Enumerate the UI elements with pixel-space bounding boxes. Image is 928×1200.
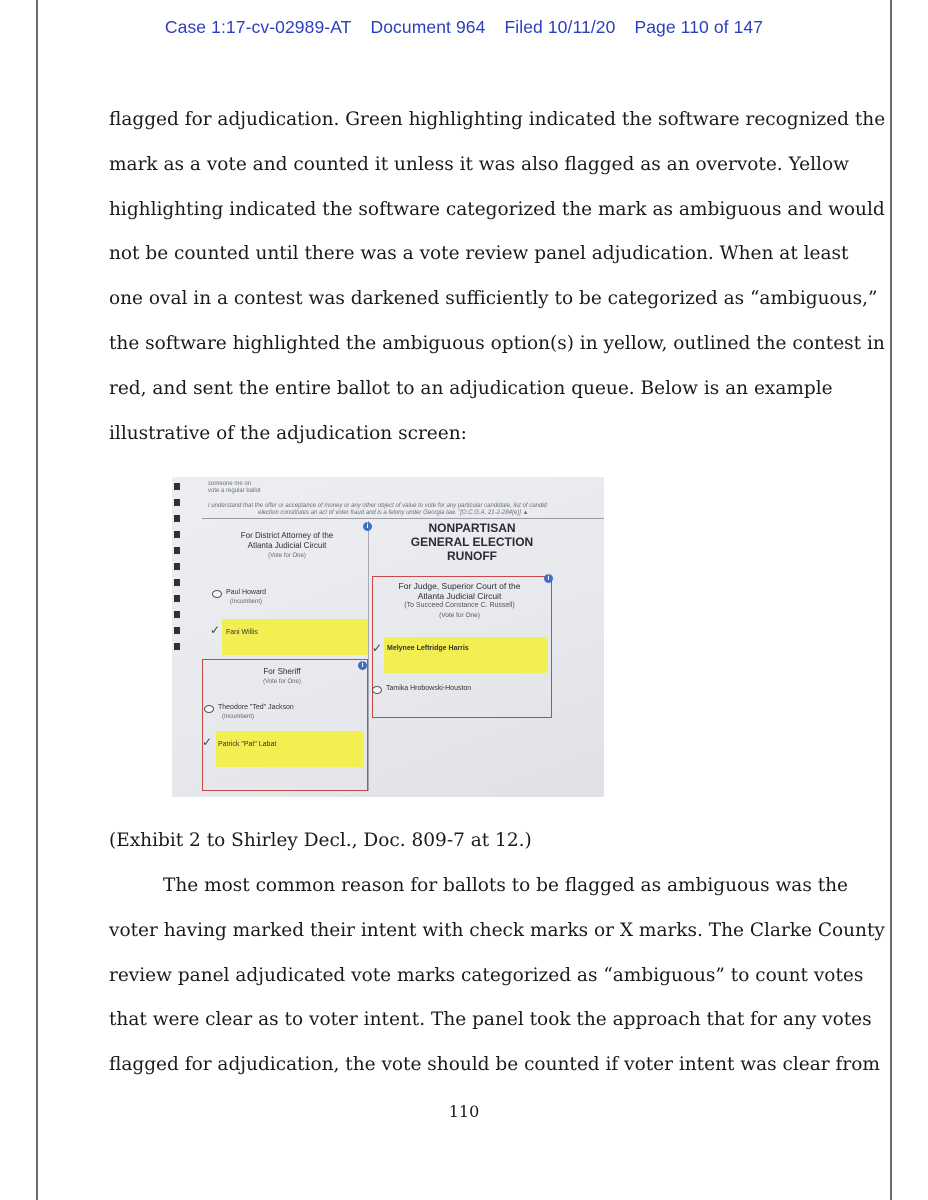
text-line: voter having marked their intent with check marks or X marks. The Clarke County [109,919,885,941]
adjudication-screen-figure [172,477,604,797]
page-number: 110 [448,1102,480,1121]
document-number: Document 964 [370,17,486,37]
ambiguous-highlight [222,619,368,655]
text-line: mark as a vote and counted it unless it was also flagged as an overvote. Yellow [109,153,849,175]
text-line: the software highlighted the ambiguous option(s) in yellow, outlined the contest in [109,332,885,354]
oval-theodore-jackson[interactable] [204,705,214,713]
ballot-top-text: someone me on vote a regular ballot [208,481,261,494]
figure-caption: (Exhibit 2 to Shirley Decl., Doc. 809-7 at 12.) [109,830,532,851]
paragraph-common-reason [109,864,885,1088]
oval-tamika-hrobowski-houston[interactable] [372,686,382,694]
page-left-border [36,0,38,1200]
case-number: Case 1:17-cv-02989-AT [164,17,352,37]
page-indicator: Page 110 of 147 [634,17,764,37]
oval-paul-howard[interactable] [212,590,222,598]
check-mark-icon: ✓ [202,735,213,749]
info-icon[interactable]: i [363,522,372,531]
case-header [0,17,928,38]
election-title: NONPARTISAN GENERAL ELECTION RUNOFF [410,521,534,563]
ballot-rule [202,518,604,519]
check-mark-icon: ✓ [372,641,383,655]
text-line: review panel adjudicated vote marks categorized as “ambiguous” to count votes [109,964,864,986]
text-line: The most common reason for ballots to be flagged as ambiguous was the [163,875,849,896]
info-icon[interactable]: i [544,574,553,583]
contest-title: For District Attorney of the Atlanta Judicial Circuit (Vote for One) [240,531,334,559]
text-line: flagged for adjudication, the vote should be counted if voter intent was clear from [109,1054,880,1076]
timing-marks [172,477,184,797]
text-line: illustrative of the adjudication screen: [109,422,467,444]
column-divider [368,521,369,791]
check-mark-icon: ✓ [210,623,221,637]
ambiguous-highlight [216,731,364,767]
text-line: that were clear as to voter intent. The panel took the approach that for any votes [109,1009,872,1031]
text-line: red, and sent the entire ballot to an adjudication queue. Below is an example [109,377,833,399]
text-line: one oval in a contest was darkened sufficiently to be categorized as “ambiguous,” [109,288,878,310]
contest-title: For Sheriff (Vote for One) [263,667,301,685]
candidate-tamika-hrobowski-houston: Tamika Hrobowski-Houston [386,685,472,692]
text-line: not be counted until there was a vote review panel adjudication. When at least [109,243,849,265]
candidate-sub: (Incumbent) [222,714,255,720]
paragraph-adjudication [109,98,886,456]
ambiguous-highlight [384,637,548,673]
ballot-fine-print: I understand that the offer or acceptance of money or any other object of value to vote for any particular candidate, list of candid election constitutes an act of voter fraud and is a felony under Georgia law. "[O.C.G.A. 21-2-284(e)] ▲ [208,503,547,516]
candidate-fani-willis: Fani Willis [226,629,258,636]
text-line: flagged for adjudication. Green highlighting indicated the software recognized the [109,109,886,130]
candidate-paul-howard: Paul Howard [226,589,267,596]
text-line: highlighting indicated the software categorized the mark as ambiguous and would [109,198,885,220]
candidate-patrick-labat: Patrick "Pat" Labat [218,741,277,748]
filed-date: Filed 10/11/20 [504,17,616,37]
info-icon[interactable]: i [358,661,367,670]
candidate-theodore-jackson: Theodore "Ted" Jackson [218,704,294,711]
candidate-melynee-leftridge-harris: Melynee Leftridge Harris [387,645,469,652]
candidate-sub: (Incumbent) [230,599,263,605]
contest-title: For Judge, Superior Court of the Atlanta Judicial Circuit (To Succeed Constance C. Russell) (Vote for One) [398,581,521,619]
page-right-border [890,0,892,1200]
